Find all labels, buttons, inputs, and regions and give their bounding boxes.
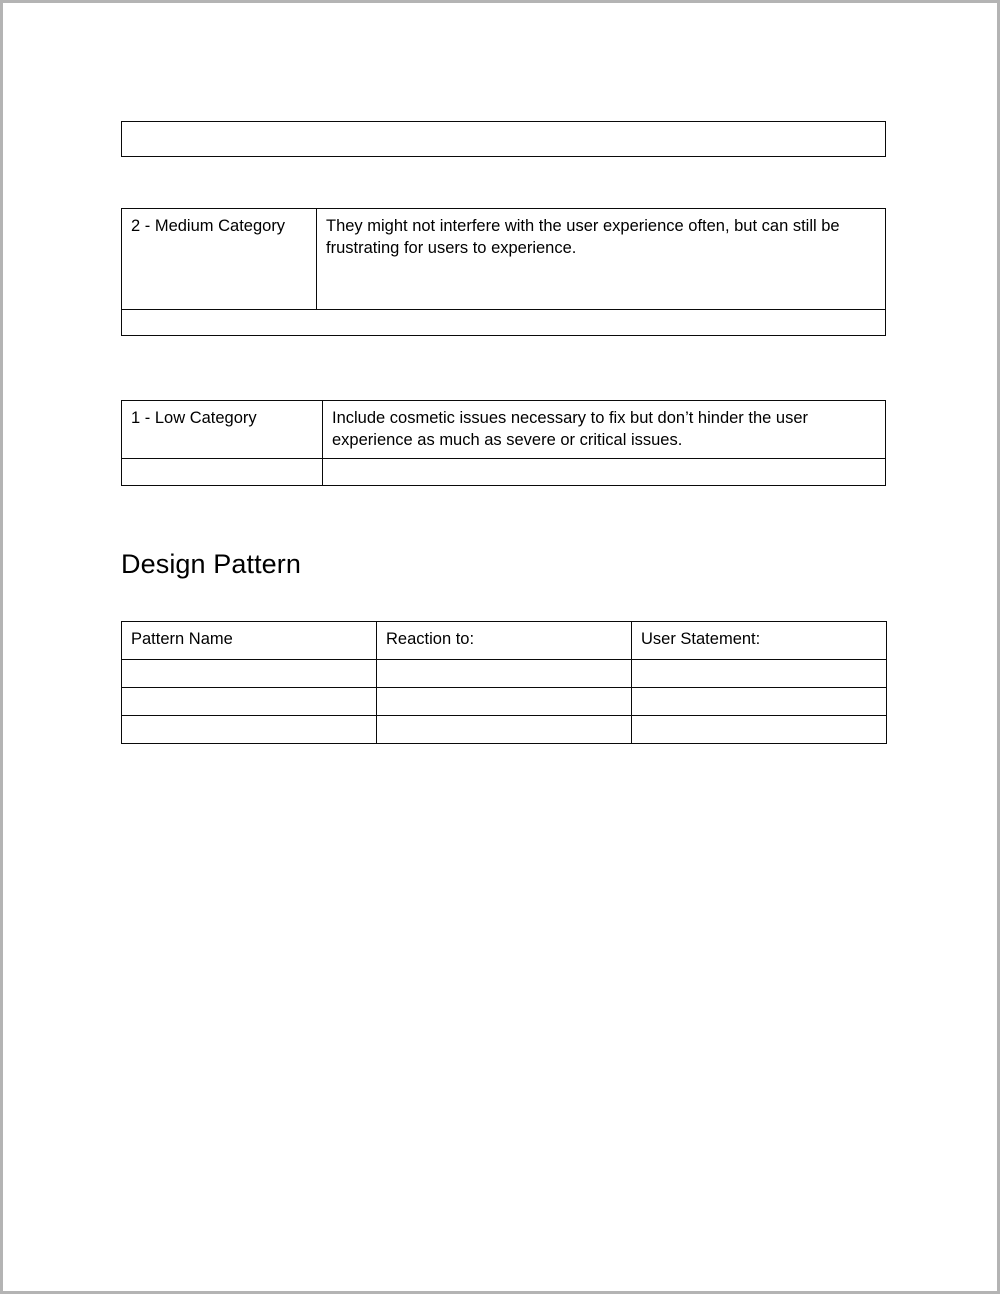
medium-category-blank-cell[interactable] xyxy=(122,310,886,336)
pattern-name-cell[interactable] xyxy=(122,688,377,716)
medium-category-table xyxy=(121,208,886,336)
low-category-blank-label-cell[interactable] xyxy=(122,458,323,485)
medium-category-description: They might not interfere with the user experience often, but can still be frustrating for users to experience. xyxy=(317,209,886,310)
low-category-description: Include cosmetic issues necessary to fix but don’t hinder the user experience as much as severe or critical issues. xyxy=(323,401,886,459)
low-category-blank-description-cell[interactable] xyxy=(323,458,886,485)
reaction-to-cell[interactable] xyxy=(377,688,632,716)
table-row xyxy=(122,660,887,688)
table-header-row xyxy=(122,622,887,660)
user-statement-cell[interactable] xyxy=(632,688,887,716)
table-row xyxy=(122,209,886,310)
column-header-reaction-to: Reaction to: xyxy=(377,622,632,660)
low-category-table xyxy=(121,400,886,486)
document-body xyxy=(3,3,1000,1291)
table-row xyxy=(122,401,886,459)
table-row xyxy=(122,688,887,716)
design-pattern-table xyxy=(121,621,887,744)
empty-bar-cell[interactable] xyxy=(122,122,886,157)
medium-category-label: 2 - Medium Category xyxy=(122,209,317,310)
column-header-user-statement: User Statement: xyxy=(632,622,887,660)
design-pattern-heading: Design Pattern xyxy=(121,549,301,579)
pattern-name-cell[interactable] xyxy=(122,716,377,744)
pattern-name-cell[interactable] xyxy=(122,660,377,688)
user-statement-cell[interactable] xyxy=(632,716,887,744)
table-row xyxy=(122,716,887,744)
reaction-to-cell[interactable] xyxy=(377,660,632,688)
user-statement-cell[interactable] xyxy=(632,660,887,688)
column-header-pattern-name: Pattern Name xyxy=(122,622,377,660)
table-row xyxy=(122,122,886,157)
table-row xyxy=(122,458,886,485)
low-category-label: 1 - Low Category xyxy=(122,401,323,459)
empty-bar-table xyxy=(121,121,886,157)
reaction-to-cell[interactable] xyxy=(377,716,632,744)
table-row xyxy=(122,310,886,336)
